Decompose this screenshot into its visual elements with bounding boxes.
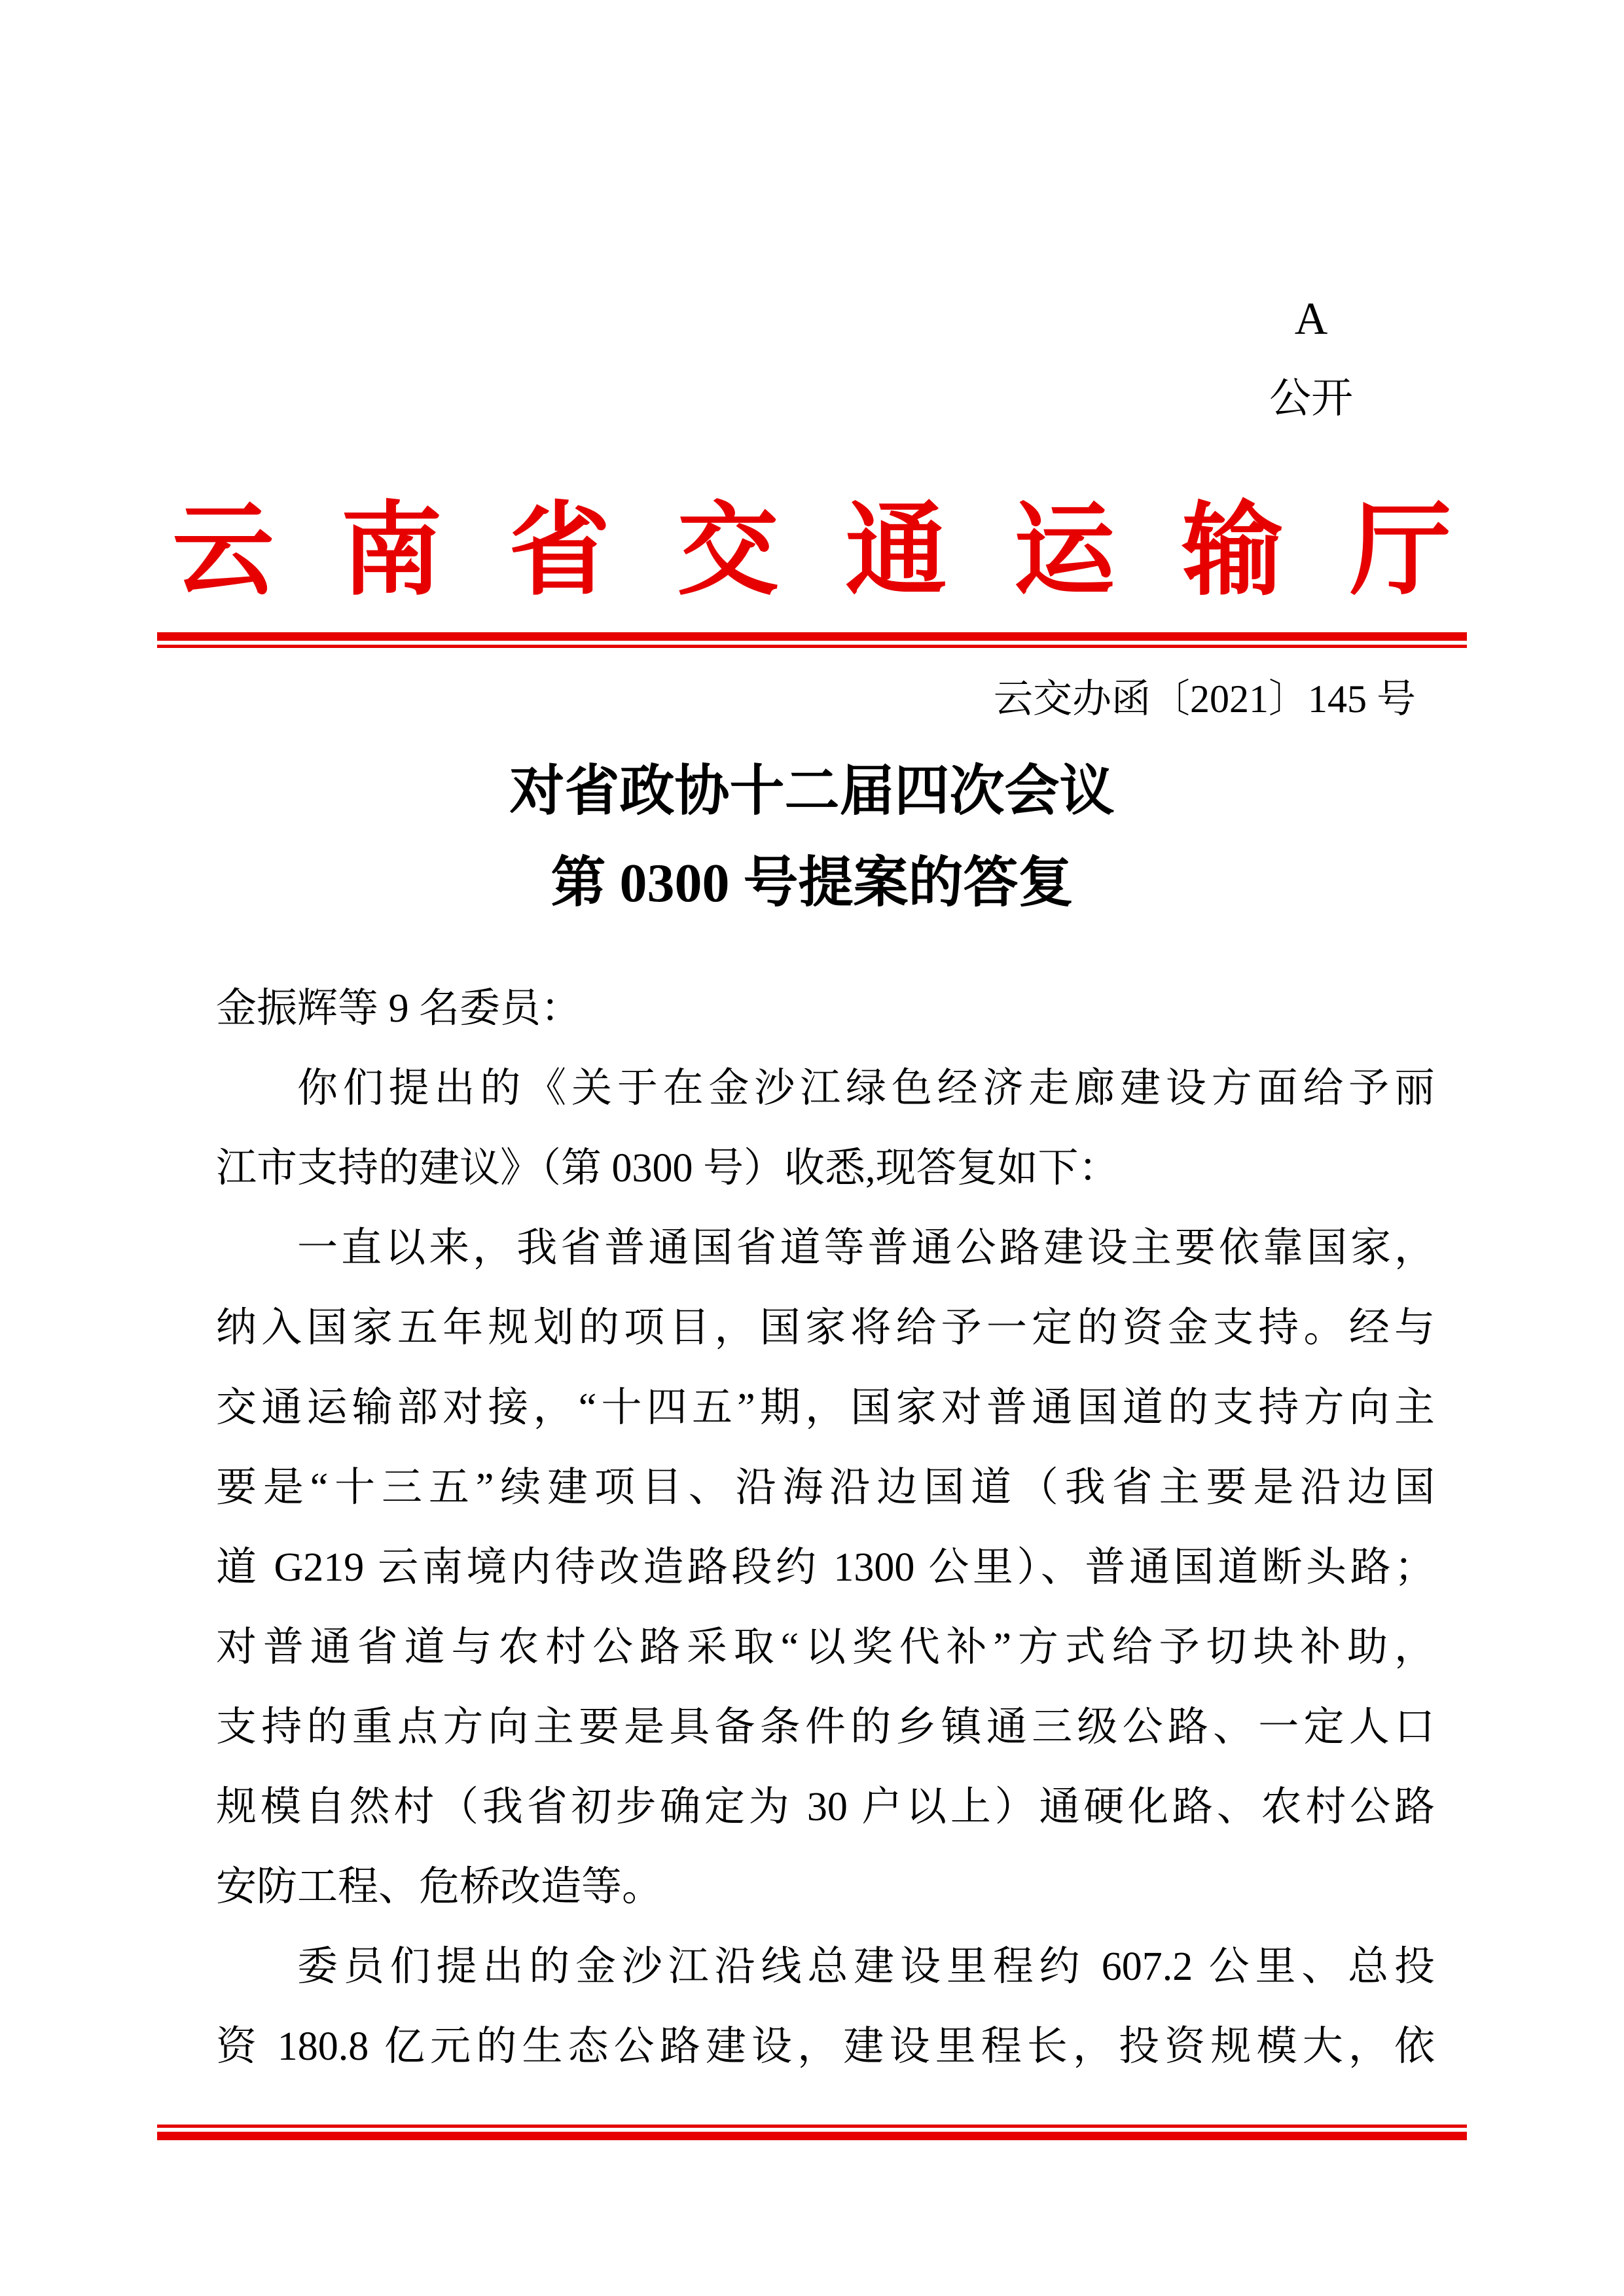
header-rule-thick: [157, 632, 1467, 641]
body-line: 支持的重点方向主要是具备条件的乡镇通三级公路、一定人口: [216, 1705, 1435, 1749]
body-line: 你们提出的《关于在金沙江绿色经济走廊建设方面给予丽: [297, 1066, 1435, 1111]
document-body: [216, 969, 1435, 2087]
body-line: 要是“十三五”续建项目、沿海沿边国道（我省主要是沿边国: [216, 1465, 1435, 1510]
title-line-1: 对省政协十二届四次会议: [509, 761, 1115, 822]
body-line: 纳入国家五年规划的项目，国家将给予一定的资金支持。经与: [216, 1306, 1435, 1350]
body-line: 一直以来，我省普通国省道等普通公路建设主要依靠国家，: [297, 1226, 1435, 1270]
body-line: 道 G219 云南境内待改造路段约 1300 公里）、普通国道断头路；: [216, 1545, 1435, 1590]
body-line: 资 180.8 亿元的生态公路建设，建设里程长，投资规模大，依: [216, 2024, 1435, 2069]
corner-marks: [1255, 296, 1367, 420]
body-line: 对普通省道与农村公路采取“以奖代补”方式给予切块补助，: [216, 1625, 1435, 1670]
footer-rule-thick: [157, 2132, 1467, 2140]
classification-mark: A: [1294, 294, 1328, 344]
header-separator-line: [157, 632, 1467, 648]
publicity-label: 公开: [1269, 375, 1353, 422]
document-number: 云交办函〔2021〕145 号: [994, 677, 1416, 721]
body-line: 交通运输部对接，“十四五”期，国家对普通国道的支持方向主: [216, 1386, 1435, 1430]
agency-name: 云南省交通运输厅: [172, 495, 1519, 607]
body-line: 金振辉等 9 名委员：: [216, 986, 582, 1031]
footer-separator-line: [157, 2125, 1467, 2140]
body-line: 规模自然村（我省初步确定为 30 户以上）通硬化路、农村公路: [216, 1785, 1435, 1829]
body-line: 江市支持的建议》（第 0300 号）收悉,现答复如下：: [216, 1146, 1119, 1191]
body-line: 安防工程、危桥改造等。: [216, 1865, 663, 1909]
header-rule-thin: [157, 645, 1467, 648]
document-title: [0, 746, 1624, 929]
body-line: 委员们提出的金沙江沿线总建设里程约 607.2 公里、总投: [297, 1945, 1435, 1989]
title-line-2: 第 0300 号提案的答复: [550, 853, 1074, 914]
